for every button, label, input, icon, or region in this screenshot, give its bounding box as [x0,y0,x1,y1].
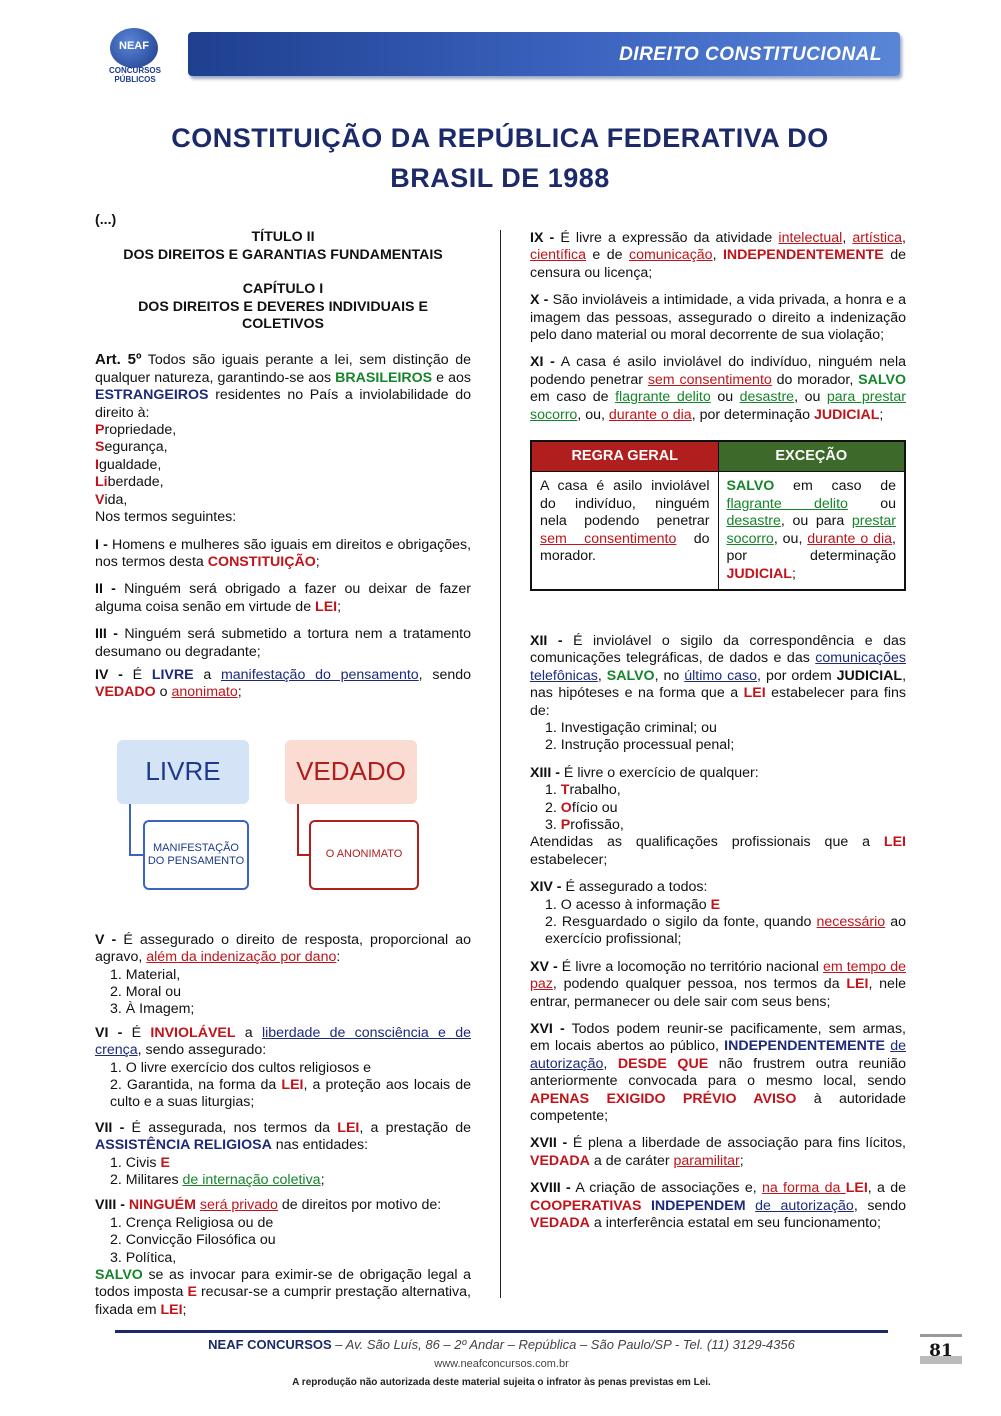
diagram-connector [129,804,131,856]
right-column [530,230,906,1243]
list-item: 1. O acesso à informação E [545,896,721,913]
acr-item: Vida, [95,491,128,508]
inciso-ii: II - Ninguém será obrigado a fazer ou deixar de fazer alguma coisa senão em virtude de LEI; [95,581,471,615]
footer-rule [115,1330,888,1333]
cell-regra-geral: A casa é asilo inviolável do indivíduo, ninguém nela podendo penetrar sem consentimento do morador. [531,472,718,590]
acr-item: Liberdade, [95,474,164,491]
titulo: TÍTULO II [251,229,315,246]
column-divider [500,230,501,1298]
diagram-manif-1: MANIFESTAÇÃO [153,841,239,854]
list-item: 1. Investigação criminal; ou [545,719,717,736]
footer-website: www.neafconcursos.com.br [434,1358,569,1370]
footer-addr-text: – Av. São Luís, 86 – 2º Andar – República – São Paulo/SP - Tel. (11) 3129-4356 [331,1337,795,1352]
inciso-xii: XII - É inviolável o sigilo da correspondência e das comunicações telegráficas, de dados e das comunicações telefônicas, SALVO, no último caso, por ordem JUDICIAL, nas hipóteses e na forma que a LEI estabelecer para fins de: 1. Investigação criminal; ou 2. Instrução processual penal; [530,632,907,754]
list-item: 3. Profissão, [545,816,624,833]
list-item: 1. Civis E [110,1154,170,1171]
capitulo-sub-2: COLETIVOS [242,316,324,333]
regra-excecao-table [530,440,906,591]
list-item: 2. Militares de internação coletiva; [110,1172,325,1189]
list-item: 1. Trabalho, [545,782,621,799]
header-banner [188,32,900,76]
art5-paragraph [95,351,471,422]
titulo-sub: DOS DIREITOS E GARANTIAS FUNDAMENTAIS [123,246,443,263]
livre-vedado-diagram [95,720,471,920]
footer-copyright: A reprodução não autorizada deste material sujeita o infrator às penas previstas em Lei. [292,1377,711,1388]
acr-item: Propriedade, [95,422,177,439]
banner-title: DIREITO CONSTITUCIONAL [619,44,882,65]
acr-item: Segurança, [95,439,168,456]
inciso-viii: VIII - NINGUÉM será privado de direitos por motivo de: 1. Crença Religiosa ou de 2. Convicção Filosófica ou 3. Política, SALVO se as invocar para eximir-se de obrigação legal a todos imposta E recusar-se a cumprir prestação alternativa, fixada em LEI; [95,1197,471,1318]
inciso-xvii: XVII - É plena a liberdade de associação para fins lícitos, VEDADA a de caráter paramilitar; [530,1135,906,1169]
inciso-i: I - Homens e mulheres são iguais em direitos e obrigações, nos termos desta CONSTITUIÇÃO; [95,536,472,570]
page-number: 81 [920,1334,962,1364]
table-row [531,472,905,590]
viii-salvo-text: SALVO se as invocar para eximir-se de obrigação legal a todos imposta E recusar-se a cumprir prestação alternativa, fixada em LEI; [95,1267,471,1318]
logo-sub-2: PÚBLICOS [114,75,156,84]
inciso-xv: XV - É livre a locomoção no território nacional em tempo de paz, podendo qualquer pessoa, nos termos da LEI, nele entrar, permanecer ou dele sair com seus bens; [530,958,906,1010]
acronym-list [95,422,471,509]
diagram-connector [129,854,143,856]
document-title [90,118,910,198]
inciso-iii: III - Ninguém será submetido a tortura nem a tratamento desumano ou degradante; [95,626,471,660]
art5-estrangeiros: ESTRANGEIROS [95,387,209,404]
nos-termos: Nos termos seguintes: [95,509,237,526]
diagram-manifestacao-box [143,820,249,890]
art5-label: Art. 5º [95,351,142,369]
inciso-xiv: XIV - É assegurado a todos: 1. O acesso à informação E 2. Resguardado o sigilo da fonte, quando necessário ao exercício profissional; [530,879,906,948]
list-item: 3. Política, [110,1249,177,1266]
list-item: 1. O livre exercício dos cultos religiosos e [110,1059,372,1076]
logo-name: NEAF [119,40,149,52]
logo-sub-1: CONCURSOS [108,66,161,75]
list-item: 2. Ofício ou [545,799,618,816]
list-item: 2. Garantida, na forma da LEI, a proteção aos locais de culto e a suas liturgias; [110,1077,471,1111]
list-item: 3. À Imagem; [110,1001,195,1018]
diagram-livre-box: LIVRE [117,740,249,804]
capitulo: CAPÍTULO I [242,281,324,298]
capitulo-sub-1: DOS DIREITOS E DEVERES INDIVIDUAIS E [138,298,428,315]
inciso-xiii: XIII - É livre o exercício de qualquer: 1. Trabalho, 2. Ofício ou 3. Profissão, Atendidas as qualificações profissionais que a LEI estabelecer; [530,764,906,868]
diagram-connector [297,854,309,856]
inciso-ix: IX - É livre a expressão da atividade intelectual, artística, científica e de comunicação, INDEPENDENTEMENTE de censura ou licença; [530,230,906,281]
logo-subtitle [100,66,170,84]
left-column [95,212,471,1329]
inciso-xi: XI - A casa é asilo inviolável do indivíduo, ninguém nela podendo penetrar sem consentimento do morador, SALVO em caso de flagrante delito ou desastre, ou para prestar socorro, ou, durante o dia, por determinação JUDICIAL; [530,354,906,423]
neaf-logo [100,28,178,88]
cell-excecao: SALVO em caso de flagrante delito ou desastre, ou para prestar socorro, ou, durante o dia, por determinação JUDICIAL; [718,472,905,590]
inciso-vi: VI - É INVIOLÁVEL a liberdade de consciência e de crença, sendo assegurado: 1. O livre exercício dos cultos religiosos e 2. Garantida, na forma da LEI, a proteção aos locais de culto e a suas liturgias; [95,1024,471,1111]
header-excecao: EXCEÇÃO [718,441,905,472]
footer-address [115,1336,888,1353]
list-item: 2. Instrução processual penal; [545,737,735,754]
title-line-1: CONSTITUIÇÃO DA REPÚBLICA FEDERATIVA DO [171,123,829,153]
list-item: 1. Material, [110,966,181,983]
footer-company: NEAF CONCURSOS [208,1337,332,1352]
inciso-vii: VII - É assegurada, nos termos da LEI, a prestação de ASSISTÊNCIA RELIGIOSA nas entidades: 1. Civis E 2. Militares de internação coletiva; [95,1119,472,1189]
inciso-xvi: XVI - Todos podem reunir-se pacificamente, sem armas, em locais abertos ao público, INDEPENDENTEMENTE de autorização, DESDE QUE não frustrem outra reunião anteriormente convocada para o mesmo local, sendo APENAS EXIGIDO PRÉVIO AVISO à autoridade competente; [530,1021,906,1125]
list-item: 1. Crença Religiosa ou de [110,1214,274,1231]
diagram-manif-2: DO PENSAMENTO [147,854,245,867]
art5-text-b: e aos [432,369,471,386]
title-line-2: BRASIL DE 1988 [390,163,610,193]
table-header-row [531,441,905,472]
diagram-anonimato-box: O ANONIMATO [309,820,419,890]
inciso-xviii: XVIII - A criação de associações e, na forma da LEI, a de COOPERATIVAS INDEPENDEM de autorização, sendo VEDADA a interferência estatal em seu funcionamento; [530,1180,907,1232]
art5-text-c: residentes no País a inviolabilidade do direito à: [95,387,471,421]
diagram-vedado-box: VEDADO [285,740,417,804]
diagram-connector [297,804,299,856]
art5-brasileiros: BRASILEIROS [335,369,433,386]
acr-item: Igualdade, [95,456,162,473]
inciso-iv: IV - É LIVRE a manifestação do pensamento, sendo VEDADO o anonimato; [95,666,471,701]
inciso-v: V - É assegurado o direito de resposta, proporcional ao agravo, além da indenização por dano: 1. Material, 2. Moral ou 3. À Imagem; [95,931,471,1018]
ellipsis: (...) [95,212,117,228]
header-regra-geral: REGRA GERAL [531,441,718,472]
list-item: 2. Convicção Filosófica ou [110,1232,276,1249]
list-item: 2. Moral ou [110,983,181,1000]
inciso-x: X - São invioláveis a intimidade, a vida privada, a honra e a imagem das pessoas, assegurado o direito a indenização pelo dano material ou moral decorrente de sua violação; [530,292,906,344]
art5-text-a: Todos são iguais perante a lei, sem distinção de qualquer natureza, garantindo-se aos [95,352,471,386]
xiii-atendidas: Atendidas as qualificações profissionais que a LEI estabelecer; [530,834,906,868]
list-item: 2. Resguardado o sigilo da fonte, quando necessário ao exercício profissional; [545,914,906,948]
